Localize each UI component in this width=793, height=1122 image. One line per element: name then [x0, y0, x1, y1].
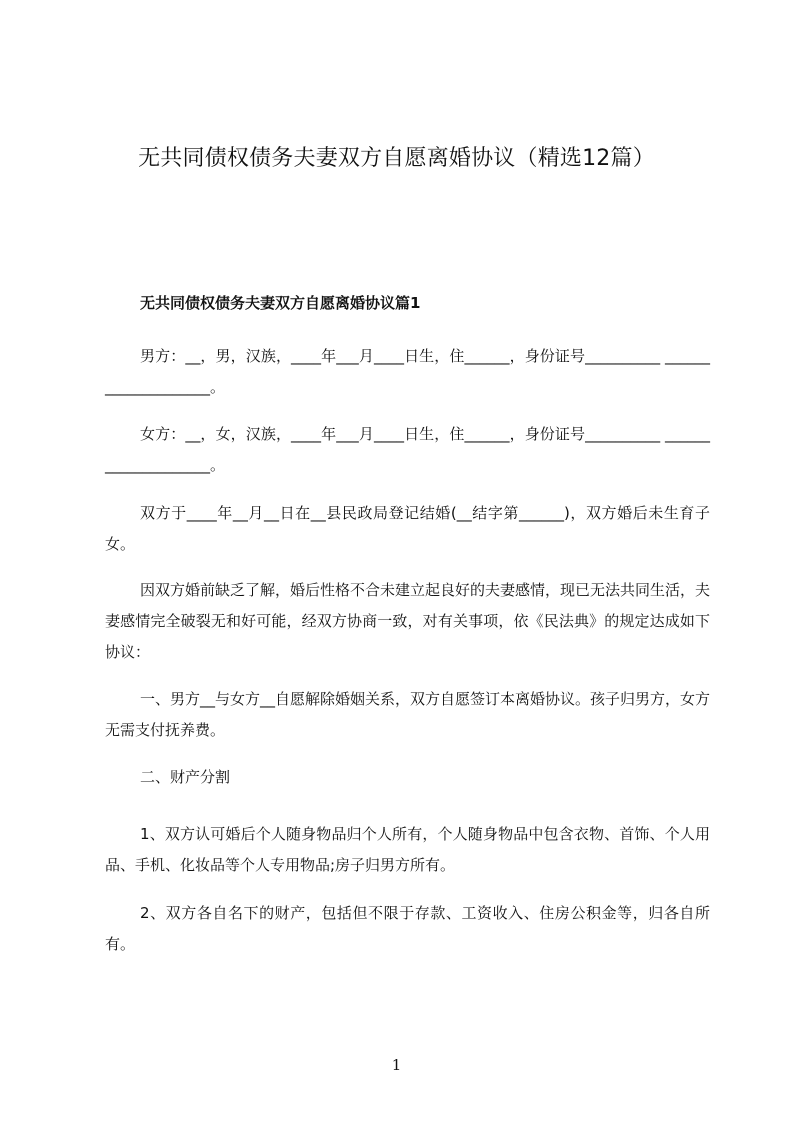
section-heading: 无共同债权债务夫妻双方自愿离婚协议篇1 [140, 294, 421, 312]
paragraph-property-heading: 二、财产分割 [140, 768, 231, 786]
paragraph-wife-info: 女方：__，女，汉族，____年___月____日生，住______，身份证号__________ ____________________。 [105, 425, 710, 474]
paragraph-property-item-1: 1、双方认可婚后个人随身物品归个人所有，个人随身物品中包含衣物、首饰、个人用品、手机、化妆品等个人专用物品;房子归男方所有。 [105, 825, 710, 874]
paragraph-marriage-registration: 双方于____年__月__日在__县民政局登记结婚(__结字第______)，双方婚后未生育子女。 [105, 504, 710, 553]
paragraph-divorce-reason: 因双方婚前缺乏了解，婚后性格不合未建立起良好的夫妻感情，现已无法共同生活，夫妻感情完全破裂无和好可能，经双方协商一致，对有关事项，依《民法典》的规定达成如下协议： [105, 581, 711, 661]
paragraph-husband-info: 男方：__，男，汉族，____年___月____日生，住______，身份证号__________ ____________________。 [105, 347, 710, 396]
paragraph-property-item-2: 2、双方各自名下的财产，包括但不限于存款、工资收入、住房公积金等，归各自所有。 [105, 904, 710, 953]
document-title: 无共同债权债务夫妻双方自愿离婚协议（精选12篇） [138, 146, 655, 171]
paragraph-clause-one: 一、男方__与女方__自愿解除婚姻关系，双方自愿签订本离婚协议。孩子归男方，女方无需支付抚养费。 [105, 690, 711, 739]
page-number: 1 [391, 1056, 402, 1074]
